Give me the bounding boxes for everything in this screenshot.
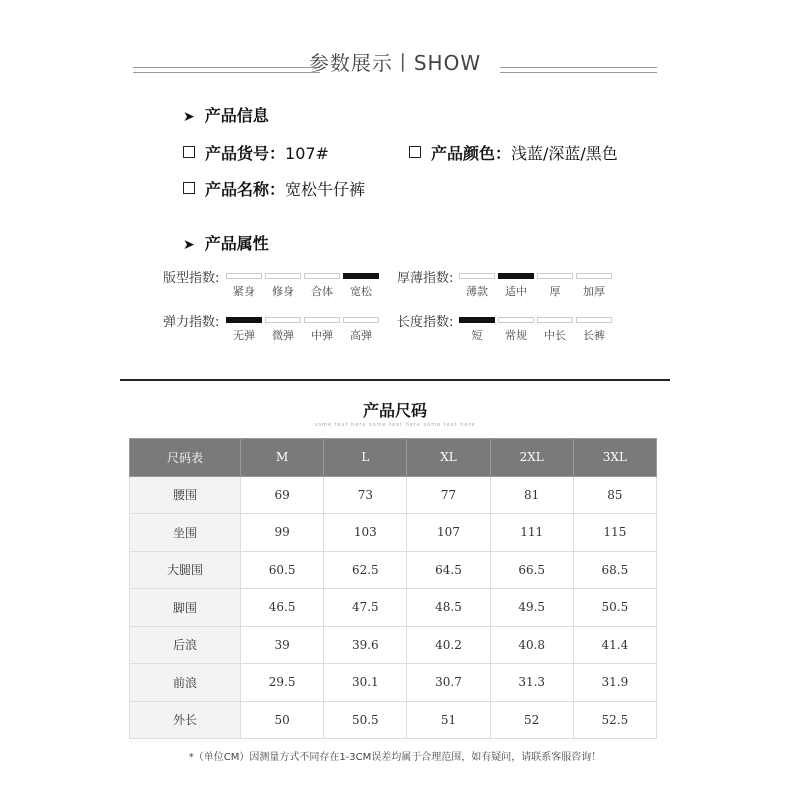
table-cell: 46.5 bbox=[241, 589, 324, 627]
table-cell: 77 bbox=[407, 476, 490, 514]
table-cell: 50.5 bbox=[573, 589, 656, 627]
measurement-label: 腰围 bbox=[130, 476, 241, 514]
table-cell: 85 bbox=[573, 476, 656, 514]
table-row bbox=[130, 476, 657, 514]
size-column-header: L bbox=[324, 439, 407, 477]
table-cell: 41.4 bbox=[573, 626, 656, 664]
size-table bbox=[129, 438, 657, 739]
attr-label-thickness: 厚薄指数: bbox=[397, 271, 454, 286]
table-row bbox=[130, 626, 657, 664]
measurement-label: 坐围 bbox=[130, 514, 241, 552]
meter-option-label: 薄款 bbox=[466, 285, 488, 298]
meter-option-label: 修身 bbox=[272, 285, 294, 298]
table-cell: 69 bbox=[241, 476, 324, 514]
product-color-row bbox=[409, 141, 618, 164]
meter-segment bbox=[304, 317, 340, 323]
size-table-subtitle: some text here some text here some text here bbox=[314, 422, 476, 428]
attr-label-fit: 版型指数: bbox=[163, 271, 220, 286]
meter-option-label: 微弹 bbox=[272, 329, 294, 342]
meter-segment-selected bbox=[459, 317, 495, 323]
product-name-row bbox=[183, 177, 365, 200]
table-cell: 39 bbox=[241, 626, 324, 664]
table-cell: 107 bbox=[407, 514, 490, 552]
product-code-row bbox=[183, 141, 329, 164]
checkbox-icon bbox=[409, 146, 421, 158]
table-cell: 111 bbox=[490, 514, 573, 552]
table-row bbox=[130, 664, 657, 702]
table-cell: 99 bbox=[241, 514, 324, 552]
size-column-header: M bbox=[241, 439, 324, 477]
meter-option-label: 合体 bbox=[311, 285, 333, 298]
product-code-value: 107# bbox=[285, 144, 329, 163]
table-body bbox=[130, 476, 657, 739]
table-cell: 64.5 bbox=[407, 551, 490, 589]
meter-segment bbox=[498, 317, 534, 323]
measurement-label: 前浪 bbox=[130, 664, 241, 702]
product-code-label: 产品货号： bbox=[205, 144, 286, 163]
size-column-header: 2XL bbox=[490, 439, 573, 477]
arrow-right-icon: ➤ bbox=[183, 237, 195, 253]
table-cell: 103 bbox=[324, 514, 407, 552]
product-color-label: 产品颜色： bbox=[431, 144, 512, 163]
meter-segment bbox=[265, 273, 301, 279]
meter-segment bbox=[265, 317, 301, 323]
table-header-row bbox=[130, 439, 657, 477]
table-cell: 30.1 bbox=[324, 664, 407, 702]
header-line-right bbox=[500, 67, 657, 73]
table-cell: 62.5 bbox=[324, 551, 407, 589]
table-cell: 30.7 bbox=[407, 664, 490, 702]
meter-segment bbox=[226, 273, 262, 279]
meter-segment bbox=[576, 317, 612, 323]
product-info-heading bbox=[183, 103, 269, 126]
table-cell: 52.5 bbox=[573, 701, 656, 739]
meter-segment bbox=[459, 273, 495, 279]
meter-option-label: 厚 bbox=[549, 285, 561, 298]
table-cell: 66.5 bbox=[490, 551, 573, 589]
footnote: *（单位CM）因测量方式不同存在1-3CM误差均属于合理范围，如有疑问，请联系客服咨询！ bbox=[188, 752, 602, 763]
meter-option-label: 短 bbox=[471, 329, 483, 342]
meter-segment bbox=[537, 317, 573, 323]
table-cell: 73 bbox=[324, 476, 407, 514]
arrow-right-icon: ➤ bbox=[183, 109, 195, 125]
meter-option-label: 宽松 bbox=[350, 285, 372, 298]
table-cell: 68.5 bbox=[573, 551, 656, 589]
product-name-label: 产品名称： bbox=[205, 180, 286, 199]
meter-option-label: 常规 bbox=[505, 329, 527, 342]
table-cell: 81 bbox=[490, 476, 573, 514]
meter-option-label: 加厚 bbox=[583, 285, 605, 298]
meter-segment-selected bbox=[226, 317, 262, 323]
meter-segment bbox=[343, 317, 379, 323]
table-cell: 115 bbox=[573, 514, 656, 552]
meter-segment bbox=[576, 273, 612, 279]
checkbox-icon bbox=[183, 182, 195, 194]
table-cell: 47.5 bbox=[324, 589, 407, 627]
table-row bbox=[130, 514, 657, 552]
attributes-heading bbox=[183, 231, 269, 254]
measurement-label: 大腿围 bbox=[130, 551, 241, 589]
meter-option-label: 长裤 bbox=[583, 329, 605, 342]
product-name-value: 宽松牛仔裤 bbox=[285, 180, 366, 199]
table-row bbox=[130, 701, 657, 739]
meter-option-label: 中弹 bbox=[311, 329, 333, 342]
measurement-label: 脚围 bbox=[130, 589, 241, 627]
attr-label-stretch: 弹力指数: bbox=[163, 315, 220, 330]
table-cell: 40.8 bbox=[490, 626, 573, 664]
size-column-header: XL bbox=[407, 439, 490, 477]
attributes-title: 产品属性 bbox=[204, 234, 269, 253]
table-cell: 51 bbox=[407, 701, 490, 739]
meter-segment-selected bbox=[498, 273, 534, 279]
table-cell: 50 bbox=[241, 701, 324, 739]
meter-segment bbox=[304, 273, 340, 279]
table-cell: 49.5 bbox=[490, 589, 573, 627]
measurement-label: 外长 bbox=[130, 701, 241, 739]
table-cell: 31.9 bbox=[573, 664, 656, 702]
checkbox-icon bbox=[183, 146, 195, 158]
product-info-title: 产品信息 bbox=[204, 106, 269, 125]
table-cell: 39.6 bbox=[324, 626, 407, 664]
meter-option-label: 高弹 bbox=[350, 329, 372, 342]
table-row bbox=[130, 589, 657, 627]
table-cell: 29.5 bbox=[241, 664, 324, 702]
table-corner-header: 尺码表 bbox=[130, 439, 241, 477]
divider bbox=[120, 379, 670, 381]
measurement-label: 后浪 bbox=[130, 626, 241, 664]
table-cell: 40.2 bbox=[407, 626, 490, 664]
table-cell: 60.5 bbox=[241, 551, 324, 589]
meter-segment bbox=[537, 273, 573, 279]
table-row bbox=[130, 551, 657, 589]
meter-option-label: 紧身 bbox=[233, 285, 255, 298]
size-column-header: 3XL bbox=[573, 439, 656, 477]
meter-option-label: 适中 bbox=[505, 285, 527, 298]
table-cell: 52 bbox=[490, 701, 573, 739]
page-title: 参数展示丨SHOW bbox=[308, 51, 482, 75]
meter-segment-selected bbox=[343, 273, 379, 279]
meter-option-label: 无弹 bbox=[233, 329, 255, 342]
product-color-value: 浅蓝/深蓝/黑色 bbox=[511, 144, 618, 163]
meter-option-label: 中长 bbox=[544, 329, 566, 342]
table-cell: 31.3 bbox=[490, 664, 573, 702]
size-table-title: 产品尺码 bbox=[362, 401, 427, 420]
attr-label-length: 长度指数: bbox=[397, 315, 454, 330]
table-cell: 48.5 bbox=[407, 589, 490, 627]
table-cell: 50.5 bbox=[324, 701, 407, 739]
